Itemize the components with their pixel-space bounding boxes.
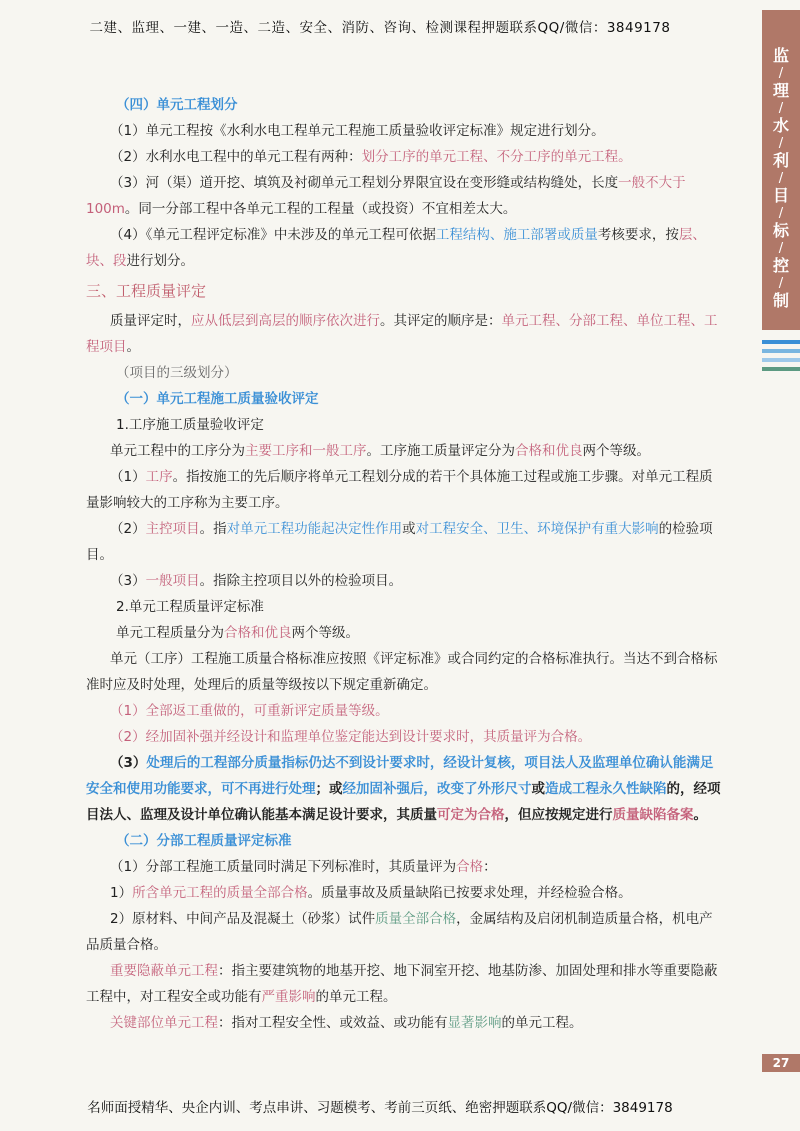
paragraph: 单元（工序）工程施工质量合格标准应按照《评定标准》或合同约定的合格标准执行。当达不到合格标准时应及时处理，处理后的质量等级按以下规定重新确定。 (86, 651, 718, 693)
section-heading-unit-division: （四）单元工程划分 (116, 97, 238, 113)
side-tab-separator: / (778, 171, 784, 186)
side-tab-separator: / (778, 101, 784, 116)
subsection-heading-division-quality: （二）分部工程质量评定标准 (116, 833, 292, 849)
page-content (86, 92, 726, 1036)
paragraph: （4）《单元工程评定标准》中未涉及的单元工程可依据工程结构、施工部署或质量考核要求，按层、块、段进行划分。 (86, 227, 706, 269)
paragraph: 关键部位单元工程：指对工程安全性、或效益、或功能有显著影响的单元工程。 (110, 1015, 583, 1031)
section-heading-quality-evaluation: 三、工程质量评定 (86, 282, 207, 300)
side-tab-char: 监 (772, 46, 789, 65)
side-tab-separator: / (778, 66, 784, 81)
note-text: （项目的三级划分） (116, 365, 238, 381)
side-tab-char: 制 (772, 291, 789, 310)
side-stripes (762, 340, 800, 376)
side-tab-separator: / (778, 136, 784, 151)
paragraph: （1）分部工程施工质量同时满足下列标准时，其质量评为合格： (110, 859, 497, 875)
paragraph: 重要隐蔽单元工程：指主要建筑物的地基开挖、地下洞室开挖、地基防渗、加固处理和排水等重要隐蔽工程中，对工程安全或功能有严重影响的单元工程。 (86, 963, 718, 1005)
paragraph: （3）一般项目。指除主控项目以外的检验项目。 (110, 573, 403, 589)
paragraph: （3）处理后的工程部分质量指标仍达不到设计要求时，经设计复核，项目法人及监理单位确认能满足安全和使用功能要求，可不再进行处理；或经加固补强后，改变了外形尺寸或造成工程永久性缺陷的，经项目法人、监理及设计单位确认能基本满足设计要求，其质量可定为合格，但应按规定进行质量缺陷备案。 (86, 755, 721, 823)
paragraph: （2）经加固补强并经设计和监理单位鉴定能达到设计要求时，其质量评为合格。 (110, 729, 592, 745)
side-tab-char: 标 (772, 221, 789, 240)
paragraph: 质量评定时，应从低层到高层的顺序依次进行。其评定的顺序是：单元工程、分部工程、单位工程、工程项目。 (86, 313, 718, 355)
paragraph: 单元工程质量分为合格和优良两个等级。 (116, 625, 359, 641)
paragraph: 单元工程中的工序分为主要工序和一般工序。工序施工质量评定分为合格和优良两个等级。 (110, 443, 650, 459)
side-tab-char: 水 (772, 116, 789, 135)
paragraph: （1）工序。指按施工的先后顺序将单元工程划分成的若干个具体施工过程或施工步骤。对单元工程质量影响较大的工序称为主要工序。 (86, 469, 713, 511)
subsection-heading-unit-acceptance: （一）单元工程施工质量验收评定 (116, 391, 319, 407)
page-number: 27 (762, 1054, 800, 1072)
side-tab-char: 理 (772, 81, 789, 100)
side-tab-char: 目 (772, 186, 789, 205)
paragraph: 1）所含单元工程的质量全部合格。质量事故及质量缺陷已按要求处理，并经检验合格。 (110, 885, 632, 901)
side-tab-separator: / (778, 276, 784, 291)
paragraph: （1）单元工程按《水利水电工程单元工程施工质量验收评定标准》规定进行划分。 (110, 123, 605, 139)
subheading: 2.单元工程质量评定标准 (116, 599, 264, 615)
side-tab-separator: / (778, 241, 784, 256)
subheading: 1.工序施工质量验收评定 (116, 417, 264, 433)
side-tab-separator: / (778, 206, 784, 221)
side-tab-char: 控 (772, 256, 789, 275)
paragraph: （2）水利水电工程中的单元工程有两种：划分工序的单元工程、不分工序的单元工程。 (110, 149, 632, 165)
side-chapter-tab (762, 10, 800, 330)
paragraph: （3）河（渠）道开挖、填筑及衬砌单元工程划分界限宜设在变形缝或结构缝处，长度一般不大于100m。同一分部工程中各单元工程的工程量（或投资）不宜相差太大。 (86, 175, 686, 217)
page-footer: 名师面授精华、央企内训、考点串讲、习题模考、考前三页纸、绝密押题联系QQ/微信：3849178 (87, 1100, 673, 1116)
paragraph: （1）全部返工重做的，可重新评定质量等级。 (110, 703, 389, 719)
page-header: 二建、监理、一建、一造、二造、安全、消防、咨询、检测课程押题联系QQ/微信：3849178 (89, 20, 671, 36)
paragraph: 2）原材料、中间产品及混凝土（砂浆）试件质量全部合格，金属结构及启闭机制造质量合格，机电产品质量合格。 (86, 911, 713, 953)
side-tab-char: 利 (772, 151, 789, 170)
paragraph: （2）主控项目。指对单元工程功能起决定性作用或对工程安全、卫生、环境保护有重大影响的检验项目。 (86, 521, 713, 563)
